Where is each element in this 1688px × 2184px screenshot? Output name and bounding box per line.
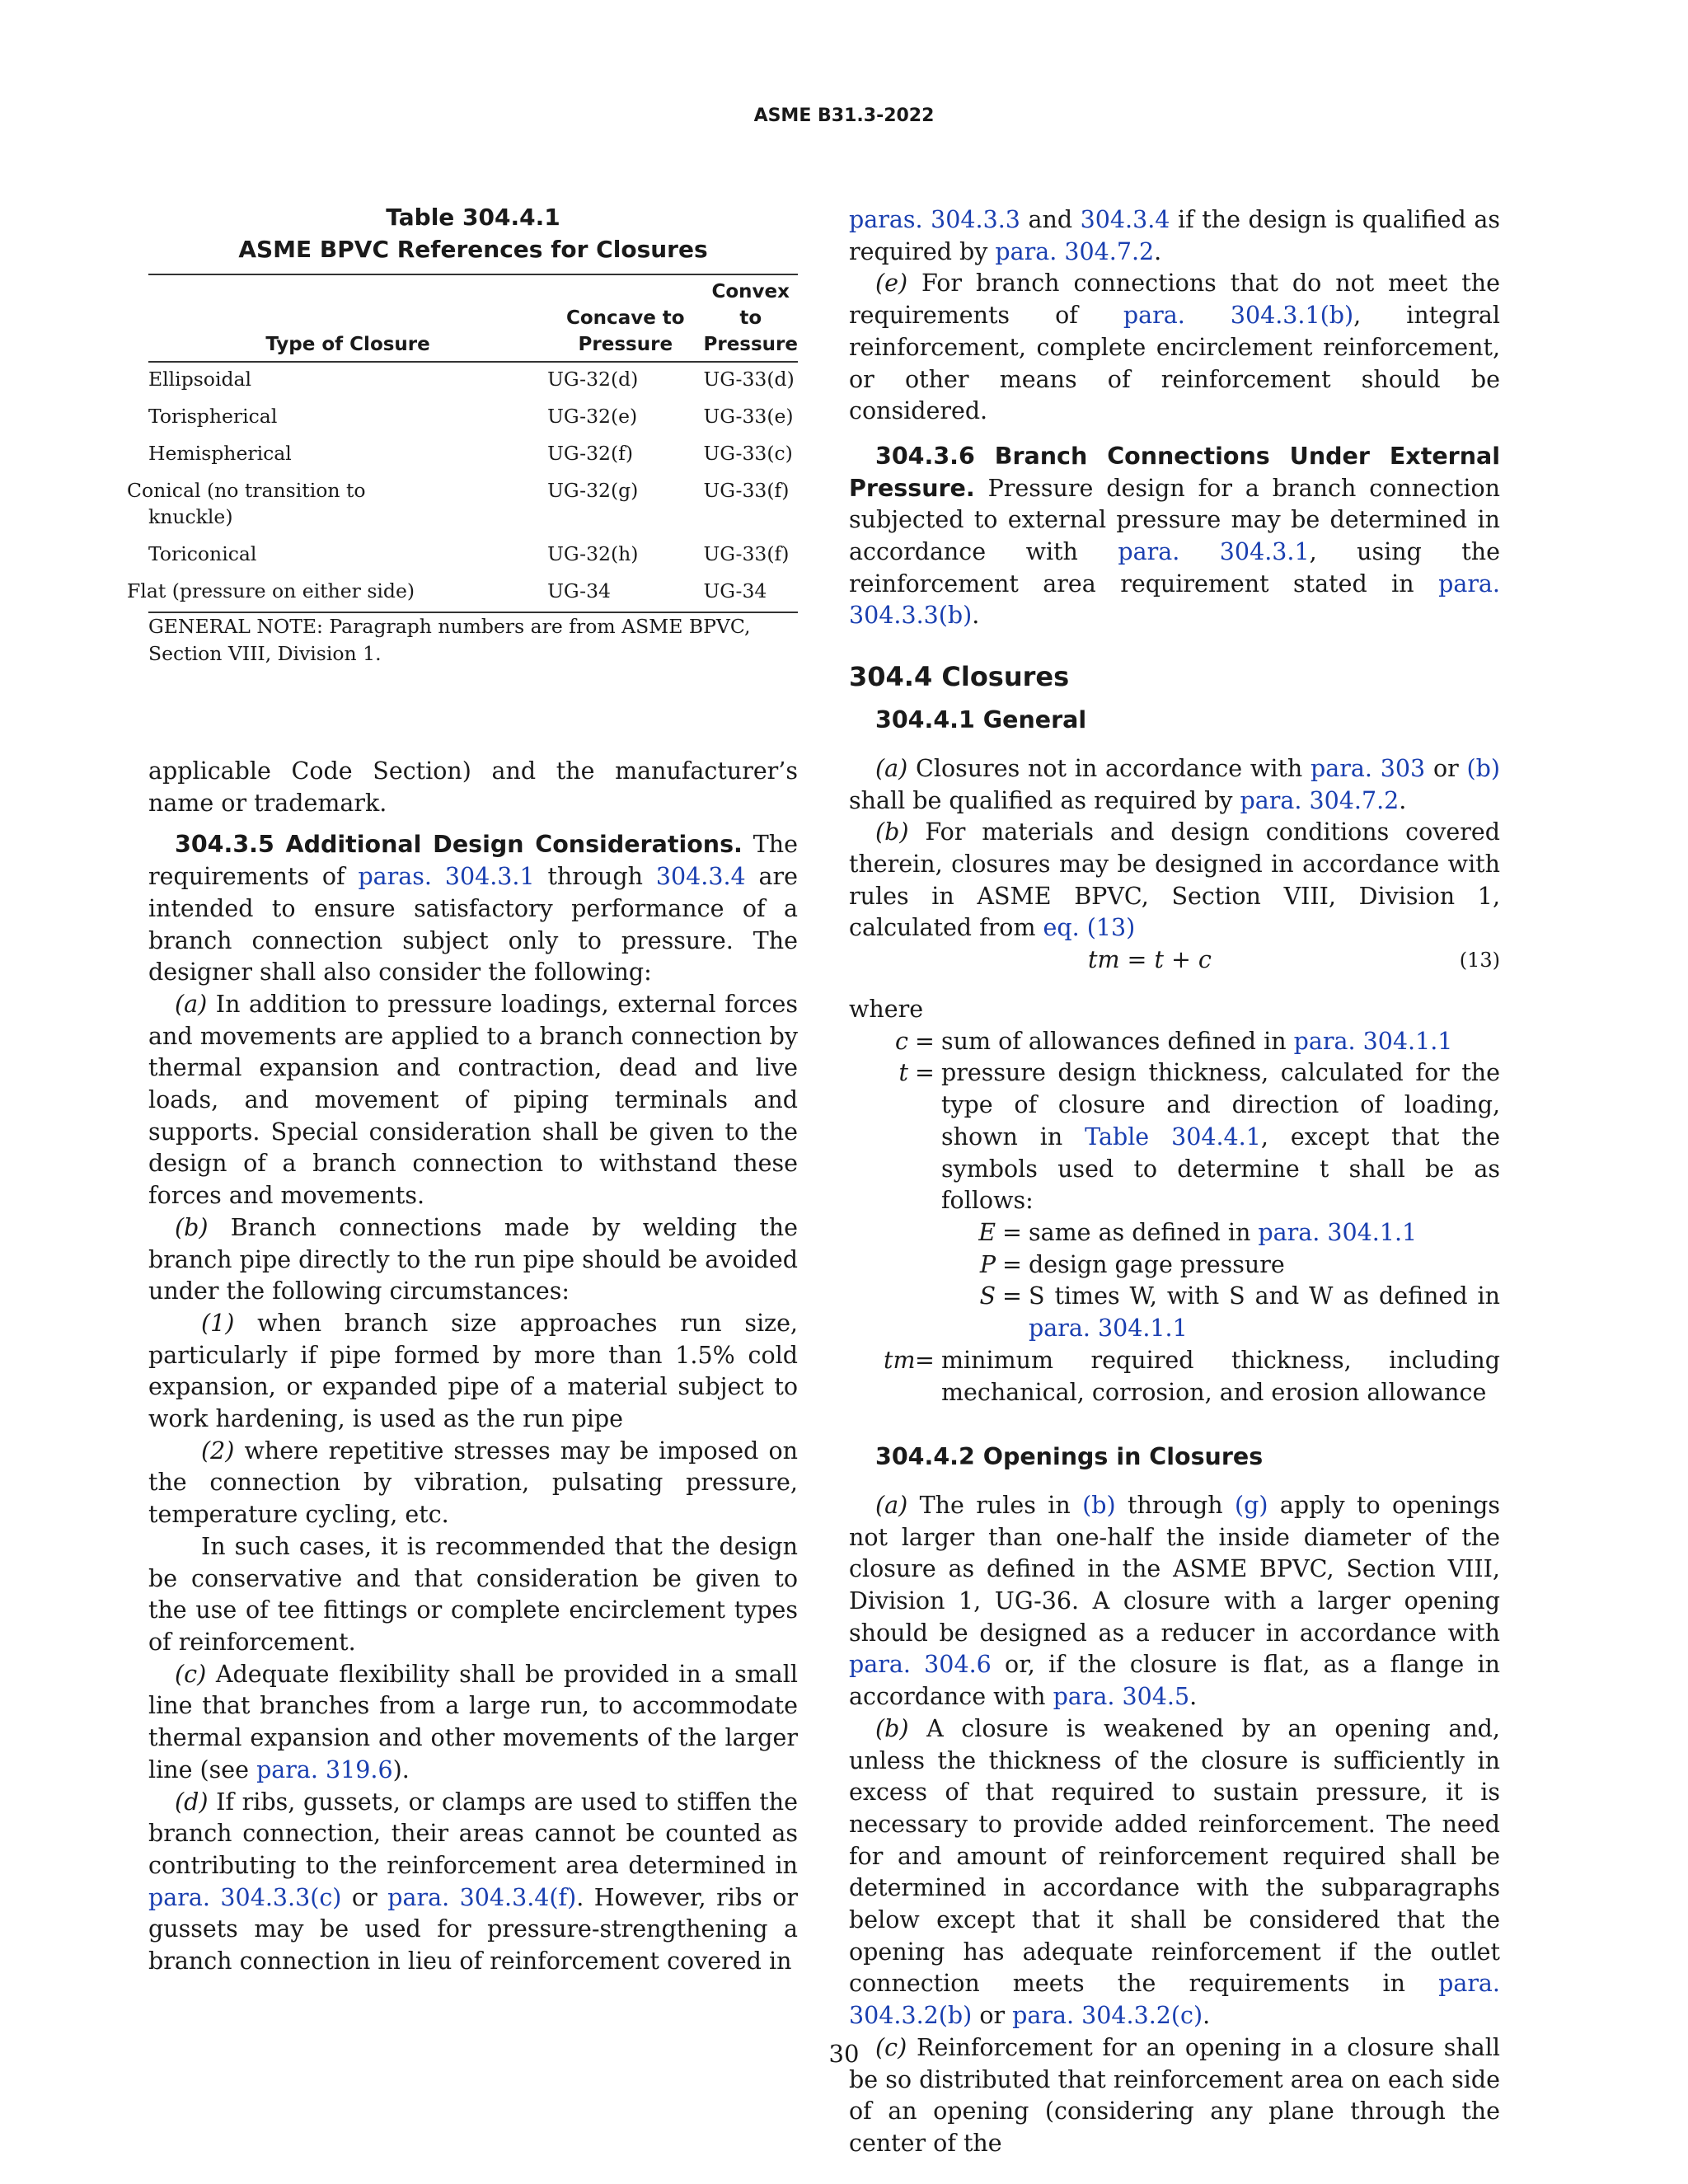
table-cell: UG-32(h) [547, 542, 639, 565]
item-label: (2) [201, 1436, 235, 1465]
link-para-303[interactable]: para. 303 [1311, 754, 1426, 782]
text: are intended to ensure satisfactory performance of a branch connection subject only to pressure. The designer shall also consider the following: [148, 863, 798, 987]
link-para-304-3-2b[interactable]: para. 304.3.2(b) [849, 1970, 1500, 2030]
openings-item-a [849, 1490, 1500, 1713]
item-b [148, 1212, 798, 1308]
definition-text: S times W, with S and W as defined in para. 304.1.1 [1029, 1282, 1500, 1343]
page-number: 30 [828, 2040, 860, 2068]
item-label: (a) [875, 754, 908, 782]
table-cell: UG-33(e) [703, 405, 794, 428]
definition-E: E = same as defined in para. 304.1.1 [971, 1217, 1500, 1249]
closures-table [127, 274, 798, 613]
link-b[interactable]: (b) [1466, 754, 1501, 782]
continued-paragraph: applicable Code Section) and the manufacturer’s name or trademark. [148, 757, 798, 817]
item-label: (1) [201, 1309, 235, 1337]
item-label: (a) [175, 990, 208, 1018]
text: through [534, 863, 656, 891]
table-general-note: GENERAL NOTE: Paragraph numbers are from ASME BPVC, Section VIII, Division 1. [148, 615, 751, 665]
text: where repetitive stresses may be imposed on the connection by vibration, pulsating pressure, temperature cycling, etc. [148, 1436, 798, 1529]
table-subtitle: ASME BPVC References for Closures [238, 236, 708, 263]
text: , using the reinforcement area requirement stated in [849, 538, 1500, 598]
item-label: (e) [875, 269, 908, 298]
table-cell: Conical (no transition to knuckle) [127, 479, 366, 528]
item-e [849, 268, 1500, 428]
link-para-304-3-4f[interactable]: para. 304.3.4(f) [387, 1883, 577, 1911]
table-row [148, 537, 798, 574]
text: For materials and design conditions covered therein, closures may be designed in accordance with rules in ASME BPVC, Section VIII, Division 1, calculated from [849, 818, 1500, 942]
subsection-title-general: 304.4.1 General [875, 706, 1087, 734]
table-cell: Toriconical [148, 542, 257, 565]
definition-text: same as defined in para. 304.1.1 [1029, 1218, 1418, 1246]
table-title: Table 304.4.1 [386, 204, 560, 231]
item-label: (d) [175, 1788, 209, 1816]
text: . [1399, 786, 1407, 814]
table-cell: Ellipsoidal [148, 368, 252, 391]
text: or, if the closure is flat, as a flange in accordance with [849, 1651, 1501, 1711]
link-para-304-3-1[interactable]: para. 304.3.1 [1118, 538, 1310, 566]
openings-item-b [849, 1713, 1500, 2032]
table-cell: Flat (pressure on either side) [127, 579, 415, 602]
definition-t: t = pressure design thickness, calculated for the type of closure and direction of loading, shown in Table 304.4.1, except that the symbols used to determine t shall be as follows: [884, 1057, 1500, 1217]
link-g[interactable]: (g) [1235, 1491, 1268, 1519]
link-paras-304-3-3[interactable]: paras. 304.3.3 [849, 206, 1020, 233]
left-column [127, 201, 798, 668]
link-para-304-7-2[interactable]: para. 304.7.2 [1240, 786, 1400, 814]
section-title-closures: 304.4 Closures [849, 661, 1070, 693]
para-304-3-6 [849, 441, 1500, 632]
general-item-a [849, 753, 1500, 817]
symbol: c [895, 1027, 908, 1055]
text: through [1115, 1491, 1236, 1519]
section-heading: 304.3.6 Branch Connections Under External Pressure. [849, 442, 1500, 502]
link-para-304-1-1[interactable]: para. 304.1.1 [1293, 1027, 1453, 1055]
text: if the design is qualified as required by [849, 206, 1500, 265]
definition-text: design gage pressure [1029, 1250, 1285, 1278]
left-column-text [148, 756, 798, 1978]
symbol: E [978, 1218, 996, 1246]
text: The rules in [907, 1491, 1083, 1519]
text: Branch connections made by welding the branch pipe directly to the run pipe should be avoided under the following circumstances: [148, 1213, 798, 1305]
link-para-304-3-3b[interactable]: para. 304.3.3(b) [849, 569, 1500, 630]
link-table-304-4-1[interactable]: Table 304.4.1 [1085, 1122, 1261, 1151]
link-eq-13[interactable]: eq. (13) [1043, 914, 1136, 942]
item-label: (a) [875, 1491, 908, 1519]
text: For branch connections that do not meet the requirements of [849, 269, 1500, 330]
item-a [148, 989, 798, 1212]
link-para-319-6[interactable]: para. 319.6 [256, 1755, 393, 1783]
definition-c: c = sum of allowances defined in para. 304.1.1 [884, 1026, 1500, 1058]
item-c [148, 1659, 798, 1787]
text: Closures not in accordance with [907, 754, 1311, 782]
link-para-304-3-1b[interactable]: para. 304.3.1(b) [1123, 302, 1354, 330]
item-b-1 [148, 1308, 798, 1436]
text: or [1425, 754, 1467, 782]
text: or [972, 2002, 1013, 2030]
text: ). [392, 1755, 410, 1783]
item-d [148, 1787, 798, 1978]
definition-text: minimum required thickness, including mechanical, corrosion, and erosion allowance [941, 1346, 1500, 1406]
item-b-2 [148, 1436, 798, 1531]
text: , integral reinforcement, complete encirclement reinforcement, or other means of reinforcement should be considered. [849, 302, 1500, 425]
running-header: ASME B31.3-2022 [753, 105, 935, 126]
section-heading: 304.3.5 Additional Design Considerations. [175, 831, 743, 859]
general-item-b [849, 817, 1500, 944]
definition-text: sum of allowances defined in para. 304.1.1 [941, 1027, 1453, 1055]
equation-body: tm = t + c [1088, 946, 1212, 974]
item-label: (c) [875, 2033, 907, 2061]
text: If ribs, gussets, or clamps are used to stiffen the branch connection, their areas cannot be counted as contributing to the reinforcement area determined in [148, 1788, 798, 1879]
table-cell: UG-32(e) [547, 405, 638, 428]
text: or [341, 1883, 388, 1911]
header-concave: Concave to Pressure [566, 307, 685, 355]
table-cell: UG-32(f) [547, 442, 634, 465]
subsection-title-openings: 304.4.2 Openings in Closures [875, 1443, 1264, 1471]
text: Pressure design for a branch connection subjected to external pressure may be determined in accordance with [849, 474, 1500, 566]
text: shall be qualified as required by [849, 786, 1240, 814]
table-row [148, 474, 798, 537]
definition-tm: tm = minimum required thickness, including mechanical, corrosion, and erosion allowance [884, 1345, 1500, 1408]
table-cell: UG-34 [703, 579, 767, 602]
item-b-cases: In such cases, it is recommended that the design be conservative and that consideration be given to the use of tee fittings or complete encirclement types of reinforcement. [148, 1532, 798, 1656]
definition-S: S = S times W, with S and W as defined in para. 304.1.1 [971, 1281, 1500, 1344]
link-para-304-1-1[interactable]: para. 304.1.1 [1029, 1315, 1188, 1343]
table-cell: UG-33(f) [703, 479, 790, 502]
link-para-304-5[interactable]: para. 304.5 [1053, 1683, 1190, 1711]
text: Adequate flexibility shall be provided in a small line that branches from a large run, to accommodate thermal expansion and other movements of the larger line (see [148, 1660, 798, 1783]
link-para-304-3-3c[interactable]: para. 304.3.3(c) [148, 1883, 342, 1911]
right-column [849, 204, 1500, 2160]
table-cell: UG-33(d) [703, 368, 795, 391]
text: apply to openings not larger than one-half the inside diameter of the closure as defined in the ASME BPVC, Section VIII, Division 1, UG-36. A closure with a larger opening should be designed as a reducer in accordance with [849, 1491, 1500, 1647]
text: . However, ribs or gussets may be used for pressure-strengthening a branch connection in lieu of reinforcement covered in [148, 1883, 798, 1975]
symbol: P [979, 1250, 996, 1278]
text: A closure is weakened by an opening and, unless the thickness of the closure is sufficiently in excess of that required to sustain pressure, it is necessary to provide added reinforcement. The need for and amount of reinforcement required shall be determined in accordance with the subparagraphs below except that it shall be considered that the opening has adequate reinforcement if the outlet connection meets the requirements in [849, 1714, 1500, 1998]
symbol: tm [884, 1346, 916, 1374]
table-header-row [148, 274, 798, 362]
symbol: S [979, 1282, 996, 1310]
text: when branch size approaches run size, particularly if pipe formed by more than 1.5% cold expansion, or expanded pipe of a material subject to work hardening, is used as the run pipe [148, 1309, 798, 1433]
symbol: t [898, 1059, 908, 1087]
link-para-304-3-1[interactable]: paras. 304.3.1 [358, 863, 535, 891]
item-label: (b) [175, 1213, 209, 1241]
item-label: (b) [875, 1714, 909, 1742]
link-para-304-7-2[interactable]: para. 304.7.2 [995, 237, 1155, 265]
header-type-of-closure: Type of Closure [265, 334, 430, 355]
text: . [972, 602, 980, 630]
definition-text: pressure design thickness, calculated for the type of closure and direction of loading, shown in Table 304.4.1, except that the symbols used to determine t shall be as follows: [941, 1059, 1500, 1215]
link-para-304-1-1[interactable]: para. 304.1.1 [1258, 1218, 1418, 1246]
table-cell: UG-32(g) [547, 479, 639, 502]
table-row [148, 362, 798, 400]
text: . [1189, 1683, 1198, 1711]
text: . [1203, 2002, 1211, 2030]
link-para-304-3-2c[interactable]: para. 304.3.2(c) [1012, 2002, 1203, 2030]
text: The requirements of [148, 831, 798, 891]
table-cell: Hemispherical [148, 442, 292, 465]
table-cell: UG-33(c) [703, 442, 793, 465]
link-304-3-4[interactable]: 304.3.4 [655, 863, 746, 891]
table-row [148, 574, 798, 612]
para-304-3-5 [148, 829, 798, 989]
link-304-3-4[interactable]: 304.3.4 [1080, 206, 1170, 233]
equation-number: (13) [1459, 949, 1500, 972]
table-row [148, 437, 798, 474]
where-label: where [849, 996, 924, 1024]
equation-13 [849, 944, 1500, 977]
table-row [148, 400, 798, 437]
text: Reinforcement for an opening in a closure shall be so distributed that reinforcement area on each side of an opening (considering any plane through the center of the [849, 2033, 1500, 2157]
text: and [1020, 206, 1081, 233]
item-label: (b) [875, 818, 909, 846]
definitions-list [884, 1026, 1500, 1408]
table-cell: UG-34 [547, 579, 611, 602]
table-cell: Torispherical [148, 405, 278, 428]
header-convex: Convex to Pressure [703, 281, 798, 355]
text: . [1154, 237, 1162, 265]
link-para-304-6[interactable]: para. 304.6 [849, 1651, 992, 1679]
item-label: (c) [175, 1660, 207, 1688]
text: In addition to pressure loadings, external forces and movements are applied to a branch connection by thermal expansion and contraction, dead and live loads, and movement of piping terminals and supports. Special consideration shall be given to the design of a branch connection to withstand these forces and movements. [148, 990, 798, 1210]
table-cell: UG-33(f) [703, 542, 790, 565]
link-b[interactable]: (b) [1082, 1491, 1116, 1519]
definition-P: P = design gage pressure [971, 1249, 1500, 1282]
table-cell: UG-32(d) [547, 368, 639, 391]
continued-paragraph [849, 204, 1500, 268]
